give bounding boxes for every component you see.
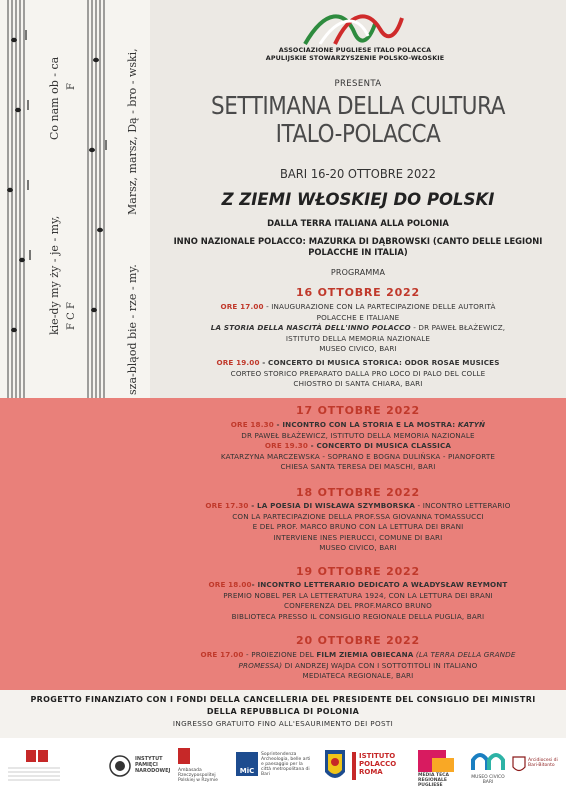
subtitle-1: DALLA TERRA ITALIANA ALLA POLONIA [267, 218, 449, 228]
ipn-seal-icon [108, 754, 132, 778]
eagle-crest-icon [178, 748, 190, 764]
presenta-label: PRESENTA [334, 79, 382, 89]
polish-eagle-icon [8, 746, 60, 790]
day4-events: ORE 18.00- INCONTRO LETTERARIO DEDICATO A WŁADYSŁAW REYMONT PREMIO NOBEL PER LA LETTERATURA 1924, CON LA LETTURA DEI BRANI CONFERENZA DEL PROF.MARCO BRUNO BIBLIOTECA PRESSO IL CONSIGLIO REGIONALE DELLA PUGLIA, BARI [208, 580, 508, 621]
programma-label: PROGRAMMA [330, 268, 386, 277]
event-dates: BARI 16-20 OTTOBRE 2022 [280, 166, 436, 181]
motto: Z ZIEMI WŁOSKIEJ DO POLSKI [221, 190, 495, 209]
diocese-crest-icon [512, 756, 526, 774]
ipn-logo: INSTYTUT PAMIĘCI NARODOWEJ [108, 746, 168, 790]
funding-note: PROGETTO FINANZIATO CON I FONDI DELLA CANCELLERIA DEL PRESIDENTE DEL CONSIGLIO DEI MINISTRI DELLA REPUBBLICA DI POLONIA [30, 695, 536, 716]
svg-text:F C F: F C F [66, 302, 77, 330]
score-lyric-col1b: kie-dy my ży - je - my, [48, 215, 61, 335]
day3-events: ORE 17.30 - LA POESIA DI WISŁAWA SZYMBORSKA - INCONTRO LETTERARIO CON LA PARTECIPAZIONE DELLA PROF.SSA GIOVANNA TOMASSUCCI E DEL PROF. MARCO BRUNO CON LA LETTURA DEI BRANI INTERVIENE INES PIERUCCI, COMUNE DI BARI MUSEO CIVICO, BARI [205, 501, 511, 553]
association-logo [250, 4, 460, 74]
museum-arch-icon [471, 750, 505, 772]
day1-event1: ORE 17.00 - INAUGURAZIONE CON LA PARTECIPAZIONE DELLE AUTORITÀ POLACCHE E ITALIANE LA STORIA DELLA NASCITÀ DELL'INNO POLACCO - DR PAWEŁ BŁAŻEWICZ, ISTITUTO DELLA MEMORIA NAZIONALE MUSEO CIVICO, BARI [210, 302, 506, 354]
regione-puglia-logo [322, 746, 348, 790]
mic-logo: MiC Soprintendenza Archeologia, belle arti e paesaggio per la città metropolitana di Bari [236, 746, 310, 790]
poster-content [150, 0, 566, 690]
footer [0, 690, 566, 738]
day4-date: 19 OTTOBRE 2022 [296, 565, 420, 578]
entry-note: INGRESSO GRATUITO FINO ALL'ESAURIMENTO DEI POSTI [172, 719, 394, 728]
day5-date: 20 OTTOBRE 2022 [296, 634, 420, 647]
svg-text:F: F [66, 83, 77, 90]
day2-date: 17 OTTOBRE 2022 [296, 404, 420, 417]
istituto-polacco-logo: ISTITUTO POLACCO ROMA [352, 746, 414, 790]
sponsor-logos [0, 738, 566, 800]
association-name: ASSOCIAZIONE PUGLIESE ITALO POLACCA APULIJSKIE STOWARZYSZENIE POLSKO-WŁOSKIE [265, 46, 445, 62]
arcidiocesi-logo: Arcidiocesi di Bari-Bitonto [512, 746, 560, 790]
day2-events: ORE 18.30 - INCONTRO CON LA STORIA E LA MOSTRA: KATYŃ DR PAWEŁ BŁAŻEWICZ, ISTITUTO DELLA MEMORIA NAZIONALE ORE 19.30 - CONCERTO DI MUSICA CLASSICA KATARZYNA MARCZEWSKA - SOPRANO E BOGNA DULIŃSKA - PIANOFORTE CHIESA SANTA TERESA DEI MASCHI, BARI [220, 420, 496, 472]
regional-crest-icon [322, 746, 348, 786]
score-lyric-col2b: sza-bląod bie - rze - my. [126, 264, 139, 395]
day3-date: 18 OTTOBRE 2022 [296, 486, 420, 499]
score-lyric-col1c: Co nam ob - ca [48, 56, 61, 140]
embassy-logo: Ambasada Rzeczypospolitej Polskiej w Rzymie [178, 746, 228, 790]
flag-ribbon-icon [250, 4, 460, 48]
score-lyric-col2c: Marsz, marsz, Dą - bro - wski, [126, 48, 139, 215]
day1-event2: ORE 19.00 - CONCERTO DI MUSICA STORICA: ODOR ROSAE MUSICES CORTEO STORICO PREPARATO DALLA PRO LOCO DI PALO DEL COLLE CHIOSTRO DI SANTA CHIARA, BARI [216, 358, 500, 389]
subtitle-2: INNO NAZIONALE POLACCO: MAZURKA DI DĄBROWSKI (CANTO DELLE LEGIONI POLACCHE IN ITALIA) [173, 236, 543, 257]
mediateca-logo: MEDIA TECA REGIONALE PUGLIESE [418, 746, 462, 790]
day1-date: 16 OTTOBRE 2022 [296, 286, 420, 299]
day5-events: ORE 17.00 - PROIEZIONE DEL FILM ZIEMIA OBIECANA (LA TERRA DELLA GRANDE PROMESSA) DI ANDRZEJ WAJDA CON I SOTTOTITOLI IN ITALIANO MEDIATECA REGIONALE, BARI [200, 650, 516, 681]
chancellery-logo [8, 746, 60, 790]
museo-civico-logo: MUSEO CIVICO BARI [468, 746, 508, 790]
event-title: SETTIMANA DELLA CULTURA ITALO-POLACCA [210, 91, 505, 148]
